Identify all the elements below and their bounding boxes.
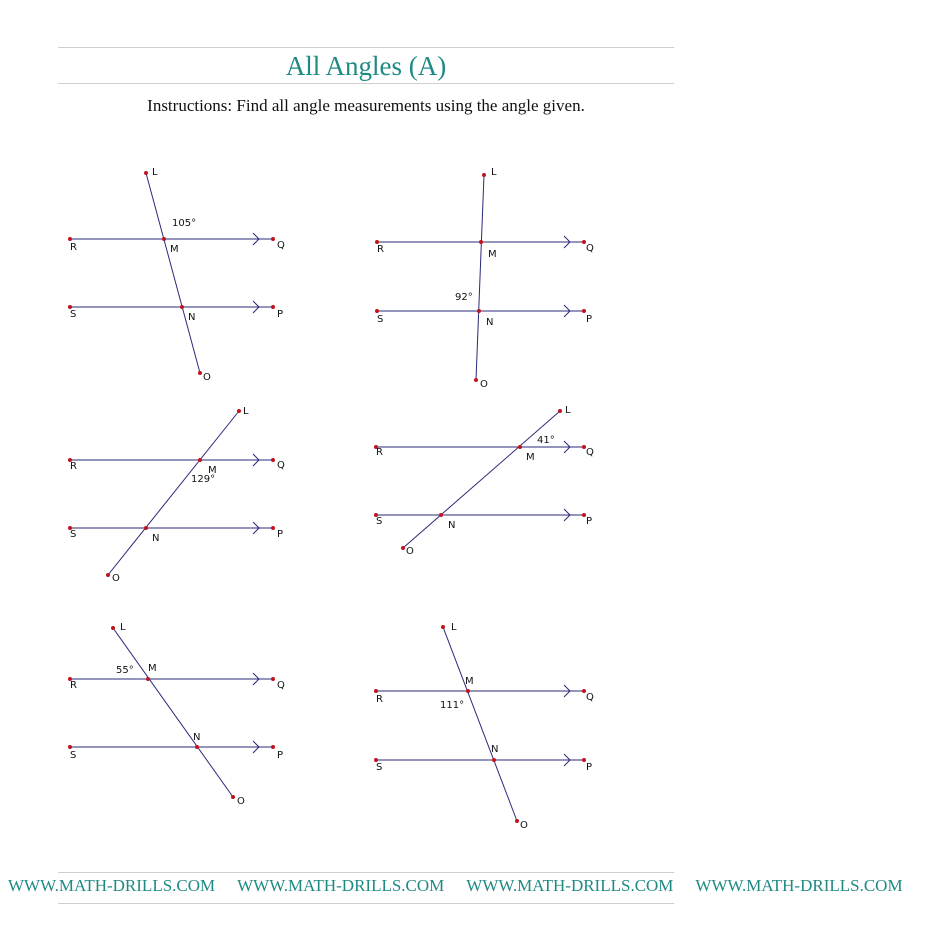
label-m: M	[488, 249, 497, 260]
transversal-lo	[443, 627, 517, 821]
point-m	[466, 689, 470, 693]
point-n	[195, 745, 199, 749]
label-p: P	[586, 516, 593, 527]
label-q: Q	[586, 243, 594, 254]
point-m	[162, 237, 166, 241]
label-q: Q	[277, 680, 285, 691]
given-angle: 55°	[116, 665, 134, 676]
transversal-lo	[476, 175, 484, 380]
label-s: S	[376, 516, 383, 527]
point-q	[271, 237, 275, 241]
label-p: P	[277, 309, 284, 320]
diagram-2	[375, 167, 594, 390]
label-p: P	[277, 750, 284, 761]
footer	[8, 876, 903, 898]
page-title: All Angles (A)	[285, 51, 447, 81]
transversal-lo	[403, 411, 560, 548]
label-q: Q	[586, 447, 594, 458]
label-s: S	[70, 750, 77, 761]
transversal-lo	[108, 411, 239, 575]
diagram-5	[68, 622, 285, 807]
label-l: L	[152, 167, 158, 178]
point-n	[180, 305, 184, 309]
label-m: M	[170, 244, 179, 255]
footer-text: WWW.MATH-DRILLS.COM	[695, 876, 903, 895]
point-p	[582, 309, 586, 313]
point-p	[271, 526, 275, 530]
footer-text: WWW.MATH-DRILLS.COM	[237, 876, 445, 895]
point-q	[271, 458, 275, 462]
label-l: L	[565, 405, 571, 416]
label-r: R	[70, 461, 77, 472]
transversal-lo	[113, 628, 233, 797]
point-l	[558, 409, 562, 413]
label-r: R	[376, 447, 383, 458]
label-r: R	[70, 242, 77, 253]
label-o: O	[203, 372, 211, 383]
label-o: O	[237, 796, 245, 807]
label-l: L	[451, 622, 457, 633]
given-angle: 105°	[172, 218, 197, 229]
label-l: L	[120, 622, 126, 633]
given-angle: 92°	[455, 292, 473, 303]
point-o	[401, 546, 405, 550]
diagram-3	[68, 406, 285, 584]
given-angle: 129°	[191, 474, 216, 485]
diagram-1	[68, 167, 285, 383]
label-m: M	[148, 663, 157, 674]
point-m	[479, 240, 483, 244]
label-o: O	[112, 573, 120, 584]
point-q	[271, 677, 275, 681]
given-angle: 111°	[440, 700, 465, 711]
point-l	[144, 171, 148, 175]
point-n	[144, 526, 148, 530]
label-q: Q	[277, 240, 285, 251]
footer-rule-bottom	[58, 903, 674, 904]
label-n: N	[188, 312, 196, 323]
label-q: Q	[586, 692, 594, 703]
point-m	[518, 445, 522, 449]
label-r: R	[376, 694, 383, 705]
label-n: N	[486, 317, 494, 328]
label-r: R	[377, 244, 384, 255]
point-r	[374, 689, 378, 693]
point-n	[439, 513, 443, 517]
diagram-6	[374, 622, 594, 831]
footer-rule-top	[58, 872, 674, 873]
label-n: N	[193, 732, 201, 743]
label-s: S	[376, 762, 383, 773]
label-n: N	[491, 744, 499, 755]
given-angle: 41°	[537, 435, 555, 446]
point-l	[441, 625, 445, 629]
label-m: M	[526, 452, 535, 463]
point-o	[231, 795, 235, 799]
label-p: P	[277, 529, 284, 540]
footer-text: WWW.MATH-DRILLS.COM	[8, 876, 216, 895]
label-m: M	[208, 465, 217, 476]
point-m	[146, 677, 150, 681]
label-s: S	[70, 309, 77, 320]
instructions: Instructions: Find all angle measurements using the angle given.	[147, 96, 585, 115]
point-o	[515, 819, 519, 823]
label-o: O	[480, 379, 488, 390]
point-l	[237, 409, 241, 413]
point-r	[68, 237, 72, 241]
label-n: N	[152, 533, 160, 544]
point-n	[492, 758, 496, 762]
label-o: O	[520, 820, 528, 831]
label-n: N	[448, 520, 456, 531]
label-l: L	[491, 167, 497, 178]
label-m: M	[465, 676, 474, 687]
transversal-lo	[146, 173, 200, 373]
point-o	[474, 378, 478, 382]
label-q: Q	[277, 460, 285, 471]
label-s: S	[377, 314, 384, 325]
label-s: S	[70, 529, 77, 540]
point-s	[68, 745, 72, 749]
point-n	[477, 309, 481, 313]
point-p	[271, 745, 275, 749]
point-o	[106, 573, 110, 577]
label-l: L	[243, 406, 249, 417]
point-l	[482, 173, 486, 177]
footer-track	[8, 876, 925, 896]
point-l	[111, 626, 115, 630]
point-o	[198, 371, 202, 375]
label-r: R	[70, 680, 77, 691]
label-p: P	[586, 314, 593, 325]
point-p	[271, 305, 275, 309]
point-s	[375, 309, 379, 313]
label-p: P	[586, 762, 593, 773]
diagram-4	[374, 405, 594, 557]
label-o: O	[406, 546, 414, 557]
point-m	[198, 458, 202, 462]
footer-text: WWW.MATH-DRILLS.COM	[466, 876, 674, 895]
